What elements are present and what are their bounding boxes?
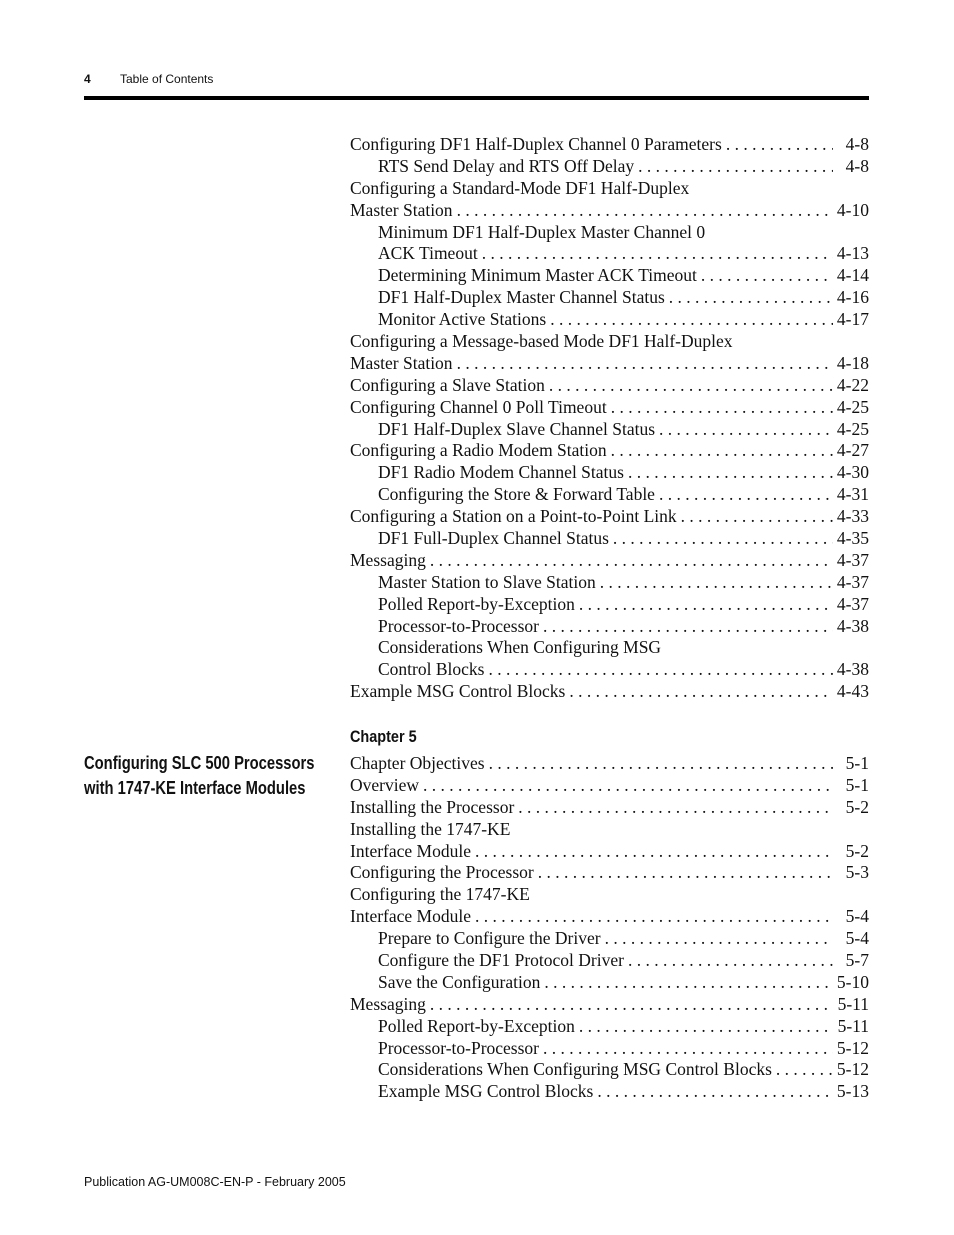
dot-leader [549, 375, 833, 397]
dot-leader [569, 681, 833, 703]
dot-leader [475, 906, 833, 928]
toc-entry[interactable] [350, 753, 869, 775]
dot-leader [776, 1059, 833, 1081]
dot-leader [457, 353, 833, 375]
toc-entry-title: Messaging [350, 993, 426, 1014]
toc-entry-title: Configuring Channel 0 Poll Timeout [350, 396, 607, 417]
toc-entry-title: DF1 Half-Duplex Master Channel Status [378, 287, 665, 308]
toc-entry-title: Overview [350, 774, 420, 795]
toc-entry-title: Configuring a Radio Modem Station [350, 440, 607, 461]
toc-entry-title: Configuring the 1747-KE [350, 884, 530, 905]
toc-entry-title: Configuring the Processor [350, 862, 534, 883]
toc-entry[interactable] [350, 353, 869, 375]
toc-entry-title: Configuring the Store & Forward Table [378, 484, 655, 505]
dot-leader [669, 287, 833, 309]
dot-leader [638, 156, 833, 178]
toc-entry-title: DF1 Radio Modem Channel Status [378, 462, 624, 483]
toc-entry[interactable] [350, 309, 869, 331]
toc-entry-title: ACK Timeout [378, 243, 478, 264]
dot-leader [518, 797, 833, 819]
toc-entry[interactable] [350, 797, 869, 819]
chapter-title-line: with 1747-KE Interface Modules [84, 778, 306, 798]
dot-leader [543, 616, 833, 638]
toc-entry[interactable] [350, 528, 869, 550]
toc-entry[interactable] [350, 841, 869, 863]
toc-entry[interactable] [350, 419, 869, 441]
toc-entry-title: DF1 Full-Duplex Channel Status [378, 528, 609, 549]
toc-entry-page: 5-3 [845, 862, 869, 883]
toc-entry[interactable] [350, 200, 869, 222]
dot-leader [544, 972, 833, 994]
toc-entry-page: 5-12 [836, 1059, 869, 1080]
dot-leader [482, 243, 833, 265]
toc-entry-title: Polled Report-by-Exception [378, 593, 575, 614]
toc-entry-title: Example MSG Control Blocks [350, 681, 566, 702]
dot-leader [628, 950, 833, 972]
toc-entry[interactable] [350, 775, 869, 797]
toc-list-chapter-4 [350, 134, 869, 703]
toc-entry-page: 4-27 [836, 440, 869, 461]
toc-entry[interactable] [350, 950, 869, 972]
toc-entry-title: Example MSG Control Blocks [378, 1081, 594, 1102]
toc-entry-title: Interface Module [350, 906, 471, 927]
toc-entry-title: Monitor Active Stations [378, 309, 547, 330]
dot-leader [423, 775, 833, 797]
header-rule [84, 96, 869, 100]
toc-entry-title: Master Station [350, 352, 453, 373]
dot-leader [605, 928, 833, 950]
dot-leader [611, 397, 833, 419]
toc-entry-page: 4-37 [836, 571, 869, 592]
toc-entry-page: 4-30 [836, 462, 869, 483]
dot-leader [613, 528, 833, 550]
dot-leader [681, 506, 833, 528]
toc-entry[interactable] [350, 819, 869, 841]
toc-entry-title: Configuring DF1 Half-Duplex Channel 0 Parameters [350, 134, 722, 154]
toc-entry-title: Configuring a Standard-Mode DF1 Half-Duplex [350, 177, 690, 198]
toc-entry[interactable] [350, 550, 869, 572]
toc-entry[interactable] [350, 972, 869, 994]
chapter-title-line: Configuring SLC 500 Processors [84, 753, 315, 773]
toc-entry[interactable] [350, 178, 869, 200]
toc-entry[interactable] [350, 243, 869, 265]
dot-leader [550, 309, 833, 331]
toc-entry[interactable] [350, 637, 869, 659]
dot-leader [600, 572, 833, 594]
toc-entry-title: RTS Send Delay and RTS Off Delay [378, 155, 635, 176]
page-number: 4 [84, 72, 91, 86]
dot-leader [489, 753, 833, 775]
dot-leader [430, 550, 833, 572]
toc-entry[interactable] [350, 506, 869, 528]
toc-entry[interactable] [350, 440, 869, 462]
toc-entry-page: 4-33 [836, 506, 869, 527]
header-title: Table of Contents [120, 72, 214, 86]
toc-entry[interactable] [350, 994, 869, 1016]
dot-leader [726, 134, 833, 156]
toc-entry[interactable] [350, 331, 869, 353]
dot-leader [543, 1038, 833, 1060]
toc-entry-page: 4-17 [836, 309, 869, 330]
toc-entry[interactable] [350, 594, 869, 616]
toc-entry-page: 5-13 [836, 1081, 869, 1102]
toc-entry-page: 4-38 [836, 659, 869, 680]
toc-entry-title: Control Blocks [378, 659, 485, 680]
toc-entry-page: 5-2 [845, 796, 869, 817]
toc-entry[interactable] [350, 375, 869, 397]
toc-entry-page: 4-25 [836, 418, 869, 439]
toc-entry[interactable] [350, 265, 869, 287]
toc-entry-page: 4-35 [836, 528, 869, 549]
dot-leader [475, 841, 833, 863]
toc-entry-page: 4-13 [836, 243, 869, 264]
toc-entry-page: 5-11 [837, 1015, 869, 1036]
toc-entry-page: 4-16 [836, 287, 869, 308]
toc-entry-title: Chapter Objectives [350, 753, 485, 773]
dot-leader [579, 594, 833, 616]
dot-leader [488, 659, 833, 681]
toc-entry[interactable] [350, 484, 869, 506]
chapter-title [84, 751, 314, 801]
toc-entry-page: 4-25 [836, 396, 869, 417]
toc-entry[interactable] [350, 928, 869, 950]
toc-entry-title: Save the Configuration [378, 971, 541, 992]
toc-entry-title: Determining Minimum Master ACK Timeout [378, 265, 697, 286]
toc-entry[interactable] [350, 462, 869, 484]
toc-entry-title: Master Station [350, 199, 453, 220]
toc-entry-page: 5-11 [837, 993, 869, 1014]
toc-entry-page: 5-10 [836, 971, 869, 992]
dot-leader [597, 1081, 833, 1103]
toc-entry-page: 5-1 [845, 753, 869, 773]
toc-entry-page: 4-8 [845, 134, 869, 154]
dot-leader [659, 484, 833, 506]
toc-entry[interactable] [350, 1016, 869, 1038]
toc-entry-page: 4-31 [836, 484, 869, 505]
toc-entry-page: 4-38 [836, 615, 869, 636]
toc-entry-page: 5-4 [845, 906, 869, 927]
dot-leader [611, 440, 833, 462]
toc-list-chapter-5 [350, 753, 869, 1103]
dot-leader [579, 1016, 833, 1038]
dot-leader [538, 862, 833, 884]
toc-entry-page: 5-1 [845, 774, 869, 795]
toc-entry-page: 4-10 [836, 199, 869, 220]
toc-entry-page: 5-2 [845, 840, 869, 861]
dot-leader [701, 265, 833, 287]
chapter-label: Chapter 5 [350, 727, 417, 746]
toc-entry[interactable] [350, 156, 869, 178]
toc-entry-title: Installing the 1747-KE [350, 818, 511, 839]
toc-entry-page: 5-12 [836, 1037, 869, 1058]
toc-entry[interactable] [350, 616, 869, 638]
toc-entry-title: Prepare to Configure the Driver [378, 928, 601, 949]
toc-entry-title: Polled Report-by-Exception [378, 1015, 575, 1036]
toc-entry[interactable] [350, 1038, 869, 1060]
dot-leader [628, 462, 833, 484]
toc-entry-title: Master Station to Slave Station [378, 571, 596, 592]
toc-entry-title: Installing the Processor [350, 796, 515, 817]
toc-entry-title: Configuring a Slave Station [350, 374, 545, 395]
toc-entry-title: Considerations When Configuring MSG Control Blocks [378, 1059, 772, 1080]
dot-leader [659, 419, 833, 441]
toc-entry[interactable] [350, 659, 869, 681]
toc-entry-page: 4-43 [836, 681, 869, 702]
toc-entry-page: 4-18 [836, 352, 869, 373]
toc-entry-page: 4-8 [845, 155, 869, 176]
dot-leader [430, 994, 833, 1016]
toc-entry[interactable] [350, 572, 869, 594]
toc-entry[interactable] [350, 1081, 869, 1103]
toc-entry-title: Considerations When Configuring MSG [378, 637, 662, 658]
toc-entry[interactable] [350, 287, 869, 309]
toc-entry-page: 4-14 [836, 265, 869, 286]
toc-entry-title: Minimum DF1 Half-Duplex Master Channel 0 [378, 221, 706, 242]
toc-entry-title: Messaging [350, 549, 426, 570]
toc-entry-title: Processor-to-Processor [378, 1037, 540, 1058]
toc-entry[interactable] [350, 1059, 869, 1081]
toc-entry-page: 5-7 [845, 950, 869, 971]
toc-entry-title: Interface Module [350, 840, 471, 861]
toc-entry-title: DF1 Half-Duplex Slave Channel Status [378, 418, 656, 439]
toc-entry-page: 4-37 [836, 549, 869, 570]
toc-entry-title: Configure the DF1 Protocol Driver [378, 950, 624, 971]
toc-entry-page: 4-22 [836, 374, 869, 395]
toc-entry[interactable] [350, 884, 869, 906]
dot-leader [457, 200, 833, 222]
toc-entry-page: 5-4 [845, 928, 869, 949]
toc-entry-page: 4-37 [836, 593, 869, 614]
toc-entry[interactable] [350, 397, 869, 419]
toc-entry[interactable] [350, 906, 869, 928]
toc-entry-title: Processor-to-Processor [378, 615, 540, 636]
toc-entry[interactable] [350, 134, 869, 156]
toc-entry-title: Configuring a Station on a Point-to-Point Link [350, 506, 677, 527]
publication-footer: Publication AG-UM008C-EN-P - February 2005 [84, 1175, 346, 1189]
toc-entry[interactable] [350, 681, 869, 703]
toc-entry[interactable] [350, 222, 869, 244]
toc-entry[interactable] [350, 862, 869, 884]
toc-entry-title: Configuring a Message-based Mode DF1 Half-Duplex [350, 331, 733, 352]
